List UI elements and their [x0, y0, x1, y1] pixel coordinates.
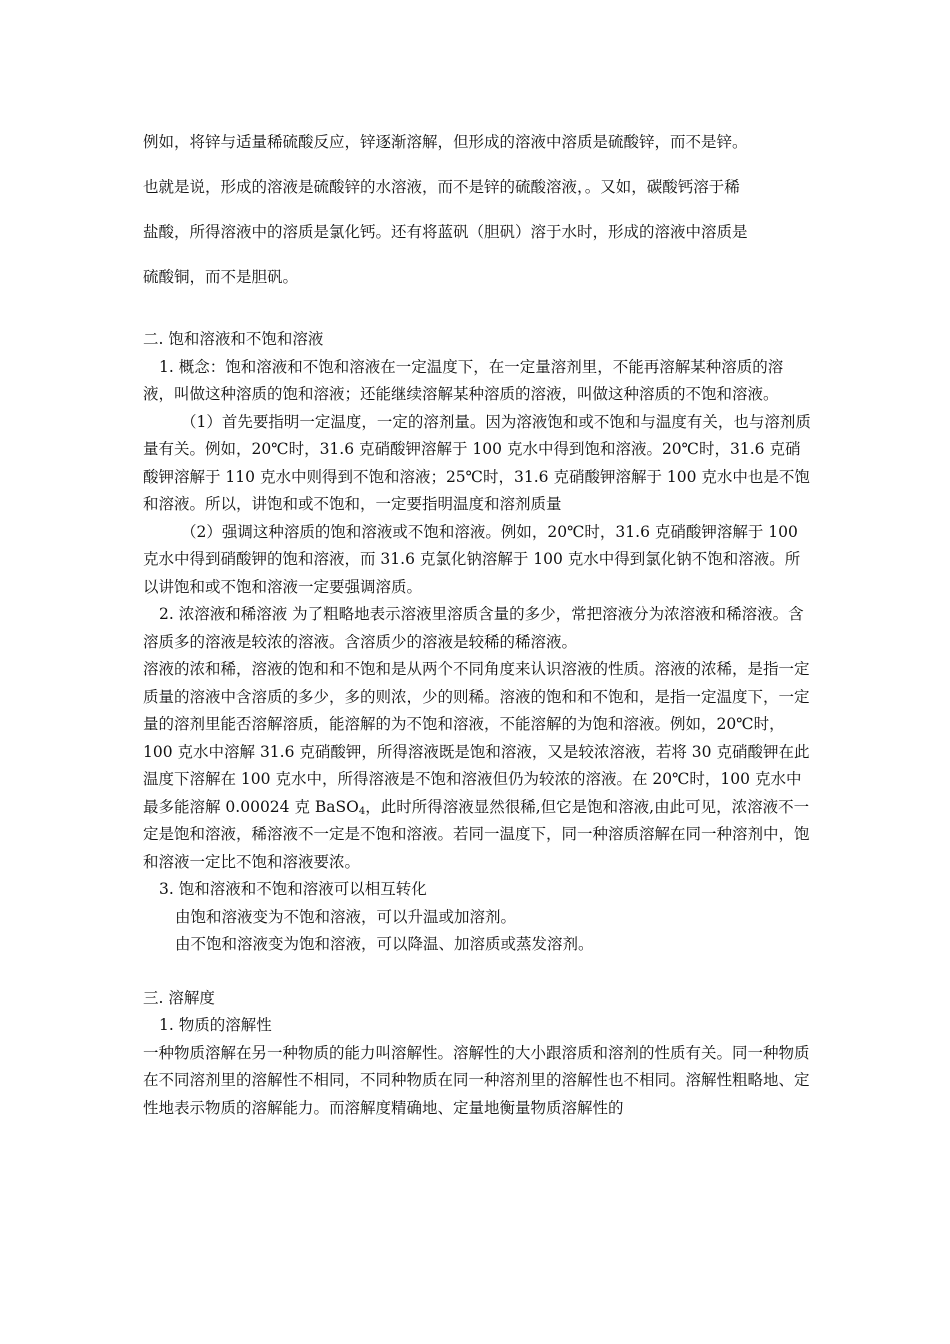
comparison-text: 溶液的浓和稀，溶液的饱和和不饱和是从两个不同角度来认识溶液的性质。溶液的浓稀，是指一定质量的溶液中含溶质的多少，多的则浓，少的则稀。溶液的饱和和不饱和，是指一定温度下，一定量的溶剂里能否溶解溶质，能溶解的为不饱和溶液，不能溶解的为饱和溶液。例如，20℃时，100 克水中溶解 31.6 克硝酸钾，所得溶液既是饱和溶液，又是较浓溶液，若将 30 克硝酸钾在此温度下溶解在 100 克水中，所得溶液是不饱和溶液但仍为较浓的溶液。在 20℃时，100 克水中最多能溶解 0.00024 克 BaSO — [143, 660, 810, 816]
intro-line: 盐酸，所得溶液中的溶质是氯化钙。还有将蓝矾（胆矾）溶于水时，形成的溶液中溶质是 — [143, 223, 748, 241]
intro-line: 硫酸铜，而不是胆矾。 — [143, 268, 299, 286]
intro-line: 也就是说，形成的溶液是硫酸锌的水溶液，而不是锌的硫酸溶液，。又如，碳酸钙溶于稀 — [143, 178, 740, 196]
concept-paragraph: 1. 概念：饱和溶液和不饱和溶液在一定温度下，在一定量溶剂里，不能再溶解某种溶质的溶液，叫做这种溶质的饱和溶液；还能继续溶解某种溶质的溶液，叫做这种溶质的不饱和溶液。 — [143, 357, 784, 403]
subscript: 4 — [358, 805, 366, 817]
spacer — [143, 959, 813, 985]
main-body — [143, 326, 813, 1122]
subsection-heading: 1. 物质的溶解性 — [159, 1016, 272, 1034]
intro-line: 例如，将锌与适量稀硫酸反应，锌逐渐溶解，但形成的溶液中溶质是硫酸锌，而不是锌。 — [143, 133, 748, 151]
conversion-line: 由饱和溶液变为不饱和溶液，可以升温或加溶剂。 — [175, 907, 517, 926]
solubility-paragraph: 一种物质溶解在另一种物质的能力叫溶解性。溶解性的大小跟溶质和溶剂的性质有关。同一种物质在不同溶剂里的溶解性不相同，不同种物质在同一种溶剂里的溶解性也不相同。溶解性粗略地、定性地表示物质的溶解能力。而溶解度精确地、定量地衡量物质溶解性的 — [143, 1043, 810, 1117]
intro-paragraph — [143, 120, 813, 300]
conversion-heading: 3. 饱和溶液和不饱和溶液可以相互转化 — [159, 880, 427, 898]
conversion-line: 由不饱和溶液变为饱和溶液，可以降温、加溶质或蒸发溶剂。 — [175, 935, 594, 953]
comparison-paragraph — [143, 656, 813, 876]
section-heading: 三. 溶解度 — [143, 988, 215, 1007]
point-paragraph: （2）强调这种溶质的饱和溶液或不饱和溶液。例如，20℃时，31.6 克硝酸钾溶解于 100 克水中得到硝酸钾的饱和溶液，而 31.6 克氯化钠溶解于 100 克水中得到氯化钠不饱和溶液。所以讲饱和或不饱和溶液一定要强调溶质。 — [143, 522, 801, 596]
concentration-paragraph: 2. 浓溶液和稀溶液 为了粗略地表示溶液里溶质含量的多少，常把溶液分为浓溶液和稀溶液。含溶质多的溶液是较浓的溶液。含溶质少的溶液是较稀的稀溶液。 — [143, 605, 804, 651]
comparison-text: ，此时所得溶液显然很稀,但它是饱和溶液,由此可见，浓溶液不一定是饱和溶液，稀溶液不一定是不饱和溶液。若同一温度下，同一种溶质溶解在同一种溶剂中，饱和溶液一定比不饱和溶液要浓。 — [143, 797, 810, 871]
section-heading: 二. 饱和溶液和不饱和溶液 — [143, 330, 324, 348]
point-paragraph: （1）首先要指明一定温度，一定的溶剂量。因为溶液饱和或不饱和与温度有关，也与溶剂质量有关。例如，20℃时，31.6 克硝酸钾溶解于 100 克水中得到饱和溶液。20℃时，31.6 克硝酸钾溶解于 110 克水中则得到不饱和溶液；25℃时，31.6 克硝酸钾溶解于 100 克水中也是不饱和溶液。所以，讲饱和或不饱和，一定要指明温度和溶剂质量 — [143, 412, 811, 513]
